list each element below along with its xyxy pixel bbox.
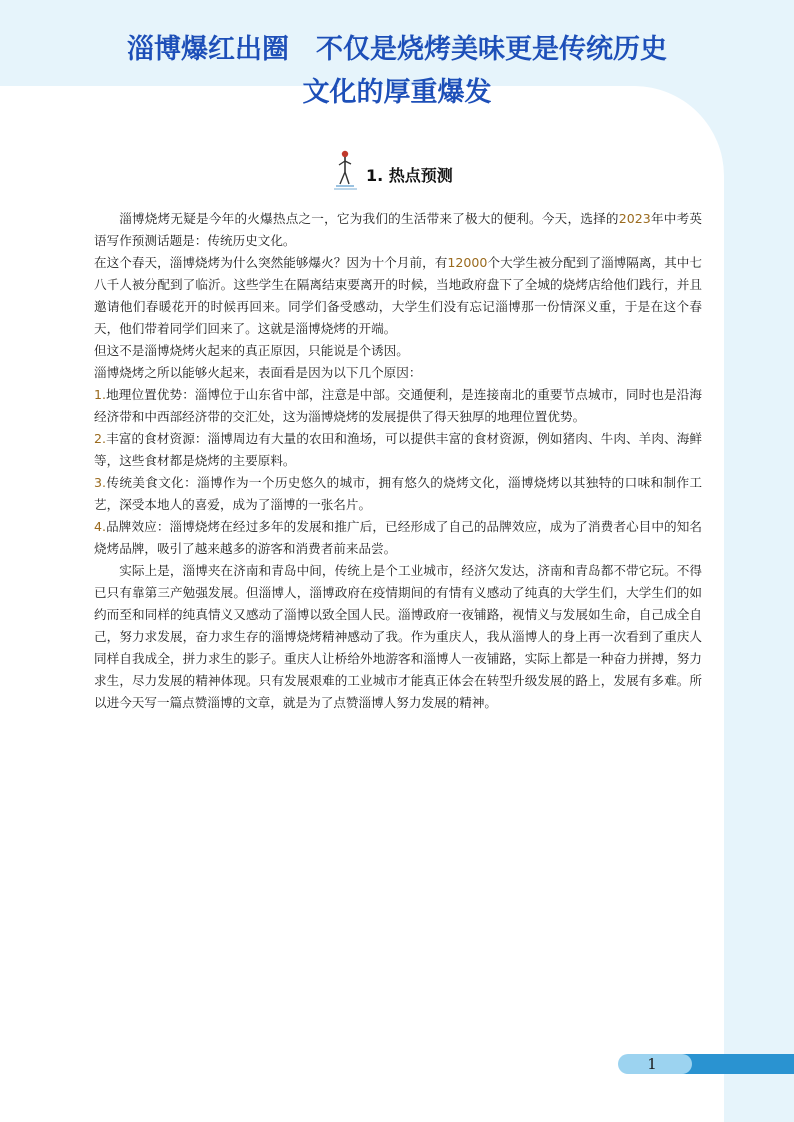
reason-number-1: 1. (94, 387, 107, 402)
reason-number-2: 2. (94, 431, 107, 446)
article-body (94, 208, 702, 714)
paragraph-origin (94, 252, 702, 340)
reason-text-1: 地理位置优势：淄博位于山东省中部，注意是中部。交通便利，是连接南北的重要节点城市，同时也是沿海经济带和中西部经济带的交汇处，这为淄博烧烤的发展提供了得天独厚的地理位置优势。 (94, 387, 702, 424)
paragraph-conclusion: 实际上是，淄博夹在济南和青岛中间，传统上是个工业城市，经济欠发达，济南和青岛都不带它玩。不得已只有靠第三产勉强发展。但淄博人，淄博政府在疫情期间的有情有义感动了纯真的大学生们，大学生们的如约而至和同样的纯真情义又感动了淄博以致全国人民。淄博政府一夜铺路，视情义与发展如生命，自己成全自己，努力求发展，奋力求生存的淄博烧烤精神感动了我。作为重庆人，我从淄博人的身上再一次看到了重庆人同样自我成全，拼力求生的影子。重庆人让桥给外地游客和淄博人一夜铺路，实际上都是一种奋力拼搏，努力求生，尽力发展的精神体现。只有发展艰难的工业城市才能真正体会在转型升级发展的路上，发展有多难。所以进今天写一篇点赞淄博的文章，就是为了点赞淄博人努力发展的精神。 (94, 563, 702, 710)
article-title (0, 28, 794, 114)
intro-text-a: 淄博烧烤无疑是今年的火爆热点之一，它为我们的生活带来了极大的便利。今天，选择的 (119, 211, 619, 226)
reason-item-4 (94, 516, 702, 560)
paragraph-reasons-intro: 淄博烧烤之所以能够火起来，表面看是因为以下几个原因： (94, 365, 422, 380)
paragraph-trigger: 但这不是淄博烧烤火起来的真正原因，只能说是个诱因。 (94, 343, 409, 358)
section-heading (330, 146, 453, 190)
title-line-1: 淄博爆红出圈 不仅是烧烤美味更是传统历史 (127, 34, 667, 65)
section-title: 1. 热点预测 (366, 166, 453, 185)
reason-item-2 (94, 428, 702, 472)
origin-text-a: 在这个春天，淄博烧烤为什么突然能够爆火？因为十个月前，有 (94, 255, 448, 270)
right-margin-strip (724, 0, 794, 1122)
page-number-tab (618, 1054, 794, 1074)
reason-item-1 (94, 384, 702, 428)
reason-item-3 (94, 472, 702, 516)
paragraph-intro (94, 208, 702, 252)
mascot-icon (330, 148, 360, 190)
reason-number-3: 3. (94, 475, 107, 490)
reason-text-3: 传统美食文化：淄博作为一个历史悠久的城市，拥有悠久的烧烤文化，淄博烧烤以其独特的口味和制作工艺，深受本地人的喜爱，成为了淄博的一张名片。 (94, 475, 702, 512)
title-line-2: 文化的厚重爆发 (302, 77, 492, 108)
origin-number: 12000 (447, 255, 488, 270)
reason-number-4: 4. (94, 519, 107, 534)
intro-text-b: 年中考英语写作预测话题是：传统历史文化。 (94, 211, 703, 248)
reason-text-2: 丰富的食材资源：淄博周边有大量的农田和渔场，可以提供丰富的食材资源，例如猪肉、牛肉、羊肉、海鲜等，这些食材都是烧烤的主要原料。 (94, 431, 702, 468)
page-number: 1 (647, 1055, 657, 1073)
reason-text-4: 品牌效应：淄博烧烤在经过多年的发展和推广后，已经形成了自己的品牌效应，成为了消费者心目中的知名烧烤品牌，吸引了越来越多的游客和消费者前来品尝。 (94, 519, 702, 556)
origin-text-b: 个大学生被分配到了淄博隔离，其中七八千人被分配到了临沂。这些学生在隔离结束要离开的时候，当地政府盘下了全城的烧烤店给他们践行，并且邀请他们春暖花开的时候再回来。同学们备受感动，大学生们没有忘记淄博那一份情深义重，于是在这个春天，他们带着同学们回来了。这就是淄博烧烤的开端。 (94, 255, 703, 336)
intro-year: 2023 (618, 211, 651, 226)
